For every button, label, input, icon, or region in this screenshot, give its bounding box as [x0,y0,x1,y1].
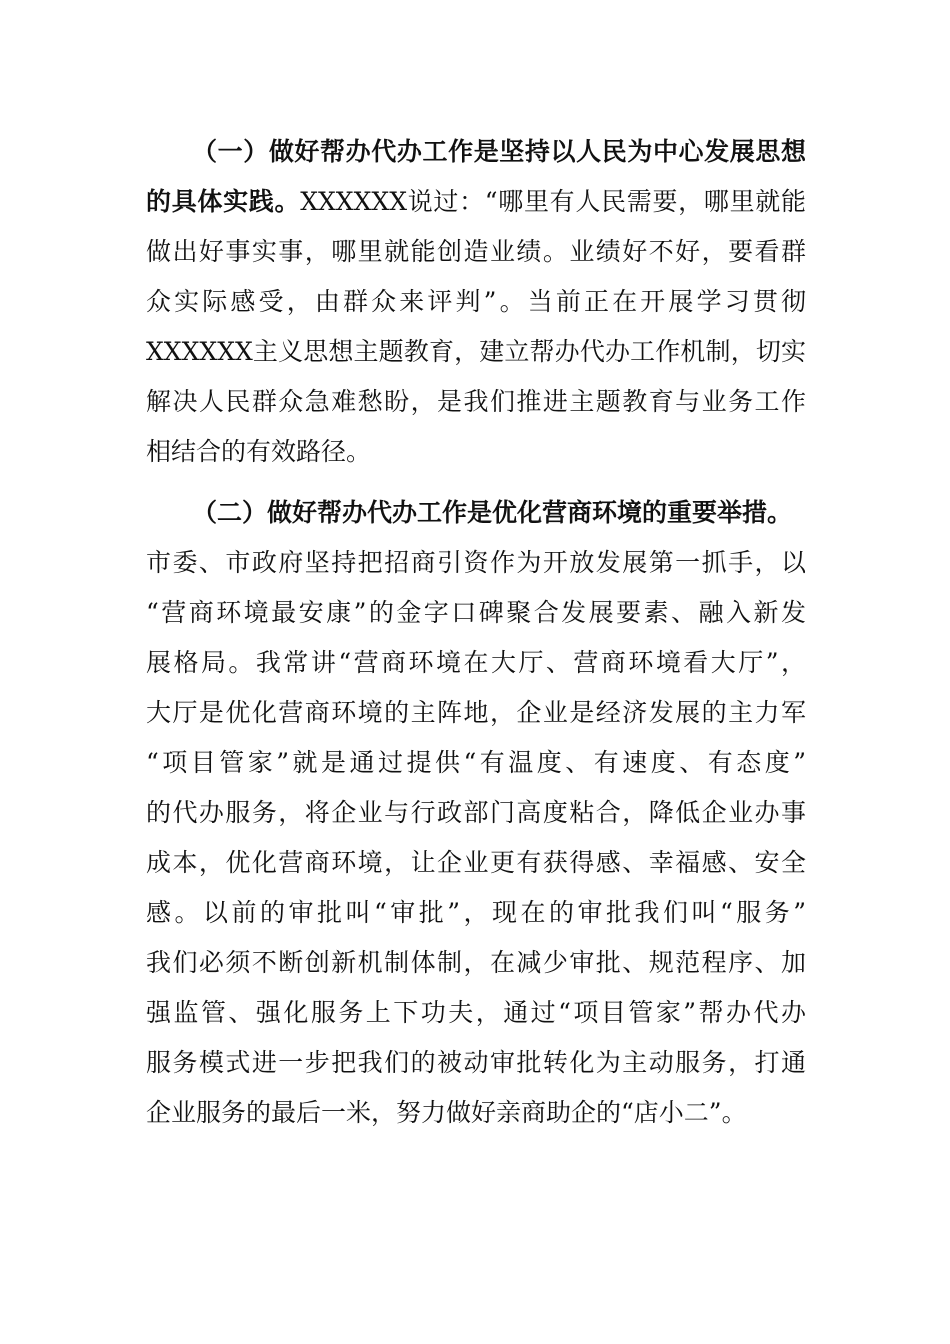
section1-heading-tail: 的具体实践。 [146,187,301,216]
section2-paragraph-line: 企业服务的最后一米，努力做好亲商助企的“店小二”。 [146,1098,747,1127]
section1-paragraph-line: 做出好事实事，哪里就能创造业绩。业绩好不好，要看群 [146,237,806,266]
section2-paragraph-line: 展格局。我常讲“营商环境在大厅、营商环境看大厅”， [146,648,806,677]
section2-paragraph-line: 服务模式进一步把我们的被动审批转化为主动服务，打通 [146,1048,806,1077]
section2-paragraph-line: “营商环境最安康”的金字口碑聚合发展要素、融入新发 [146,598,806,627]
section2-paragraph-line: 成本，优化营商环境，让企业更有获得感、幸福感、安全 [146,848,806,877]
section2-paragraph-line: 感。以前的审批叫“审批”，现在的审批我们叫“服务” [146,898,806,927]
section2-paragraph-line: 强监管、强化服务上下功夫，通过“项目管家”帮办代办 [146,998,806,1027]
section1-heading-line: （一）做好帮办代办工作是坚持以人民为中心发展思想 [192,137,806,166]
section1-quote-start: XXXXXX说过：“哪里有人民需要，哪里就能 [300,187,806,216]
section2-paragraph-line: 的代办服务，将企业与行政部门高度粘合，降低企业办事 [146,798,806,827]
section2-paragraph-line: 大厅是优化营商环境的主阵地，企业是经济发展的主力军 [146,698,806,727]
section2-paragraph-line: 市委、市政府坚持把招商引资作为开放发展第一抓手，以 [146,548,806,577]
section1-paragraph-line: 众实际感受，由群众来评判”。当前正在开展学习贯彻 [146,287,806,316]
section1-paragraph-line: XXXXXX主义思想主题教育，建立帮办代办工作机制，切实 [146,337,806,366]
section1-paragraph-line: 相结合的有效路径。 [146,437,372,466]
section2-paragraph-line: “项目管家”就是通过提供“有温度、有速度、有态度” [146,748,806,777]
section1-paragraph-line [146,187,806,217]
section2-heading-line: （二）做好帮办代办工作是优化营商环境的重要举措。 [192,498,793,527]
section1-paragraph-line: 解决人民群众急难愁盼，是我们推进主题教育与业务工作 [146,387,806,416]
section2-paragraph-line: 我们必须不断创新机制体制，在减少审批、规范程序、加 [146,948,806,977]
